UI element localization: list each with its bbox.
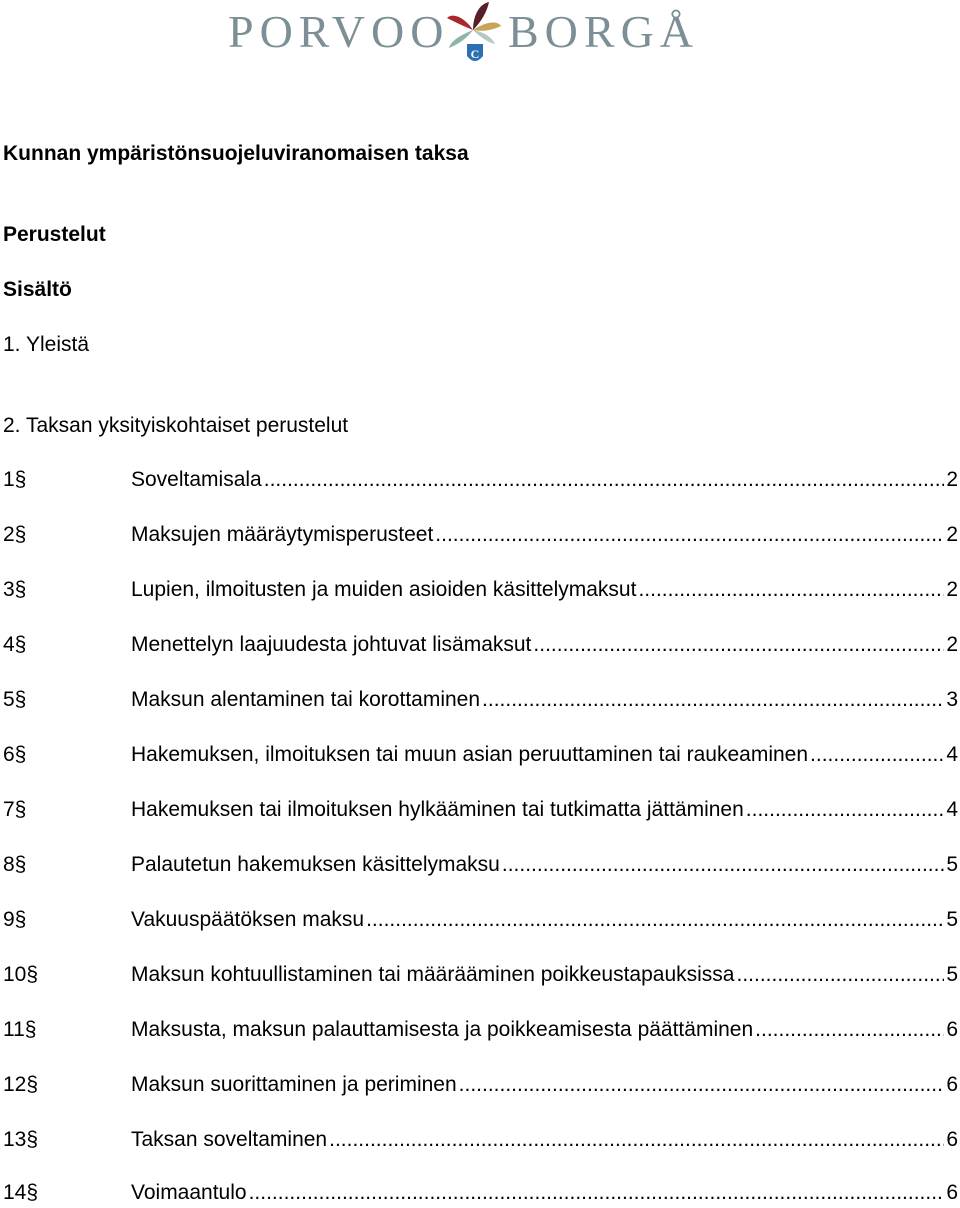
- toc-entry-title: Voimaantulo: [131, 1181, 247, 1204]
- toc-page-number: 6: [946, 1128, 958, 1151]
- toc-page-number: 6: [946, 1073, 958, 1096]
- toc-page-number: 3: [946, 688, 958, 711]
- toc-leader-dots: [329, 1127, 944, 1153]
- porvoo-borga-logo: [228, 0, 700, 70]
- toc-leader-dots: [249, 1180, 945, 1206]
- toc-entry-title: Maksusta, maksun palauttamisesta ja poikkeamisesta päättäminen: [131, 1018, 754, 1041]
- toc-entry-title: Menettelyn laajuudesta johtuvat lisämaksut: [131, 633, 532, 656]
- toc-page-number: 6: [946, 1018, 958, 1041]
- toc-entry-title: Soveltamisala: [131, 468, 262, 491]
- toc-entry-13[interactable]: [3, 1127, 958, 1153]
- contents-heading: Sisältö: [3, 278, 72, 301]
- toc-entry-8[interactable]: [3, 852, 958, 878]
- toc-section-number: 3§: [3, 578, 27, 601]
- toc-entry-title: Hakemuksen, ilmoituksen tai muun asian peruuttaminen tai raukeaminen: [131, 743, 809, 766]
- toc-section-number: 7§: [3, 798, 27, 821]
- toc-entry-10[interactable]: [3, 962, 958, 988]
- toc-entry-4[interactable]: [3, 632, 958, 658]
- toc-entry-title: Lupien, ilmoitusten ja muiden asioiden käsittelymaksut: [131, 578, 637, 601]
- toc-entry-title: Maksun alentaminen tai korottaminen: [131, 688, 481, 711]
- toc-section-number: 14§: [3, 1181, 39, 1204]
- toc-entry-title: Taksan soveltaminen: [131, 1128, 328, 1151]
- toc-page-number: 2: [946, 578, 958, 601]
- toc-page-number: 2: [946, 523, 958, 546]
- toc-entry-11[interactable]: [3, 1017, 958, 1043]
- document-title: Kunnan ympäristönsuojeluviranomaisen taksa: [3, 142, 469, 165]
- toc-section-number: 10§: [3, 963, 39, 986]
- toc-page-number: 2: [946, 633, 958, 656]
- toc-section-number: 11§: [3, 1018, 37, 1041]
- toc-entry-title: Vakuuspäätöksen maksu: [131, 908, 365, 931]
- document-subtitle: Perustelut: [3, 223, 106, 246]
- toc-page-number: 2: [946, 468, 958, 491]
- toc-leader-dots: [533, 632, 944, 658]
- logo-word-porvoo: PORVOO: [228, 6, 450, 57]
- section-heading-detailed: 2. Taksan yksityiskohtaiset perustelut: [3, 414, 349, 437]
- toc-leader-dots: [482, 687, 944, 713]
- toc-entry-2[interactable]: [3, 522, 958, 548]
- toc-entry-14[interactable]: [3, 1180, 958, 1206]
- toc-section-number: 9§: [3, 908, 27, 931]
- toc-leader-dots: [810, 742, 944, 768]
- toc-entry-title: Hakemuksen tai ilmoituksen hylkääminen tai tutkimatta jättäminen: [131, 798, 744, 821]
- toc-leader-dots: [459, 1072, 945, 1098]
- toc-section-number: 1§: [3, 468, 27, 491]
- toc-leader-dots: [366, 907, 944, 933]
- toc-section-number: 5§: [3, 688, 27, 711]
- toc-entry-title: Maksun suorittaminen ja periminen: [131, 1073, 457, 1096]
- toc-entry-3[interactable]: [3, 577, 958, 603]
- toc-page-number: 4: [946, 743, 958, 766]
- toc-leader-dots: [435, 522, 944, 548]
- logo-emblem-icon: [443, 0, 503, 68]
- toc-section-number: 12§: [3, 1073, 39, 1096]
- toc-leader-dots: [736, 962, 944, 988]
- toc-leader-dots: [755, 1017, 944, 1043]
- toc-entry-6[interactable]: [3, 742, 958, 768]
- toc-leader-dots: [746, 797, 945, 823]
- toc-section-number: 13§: [3, 1128, 39, 1151]
- toc-entry-title: Palautetun hakemuksen käsittelymaksu: [131, 853, 500, 876]
- toc-section-number: 4§: [3, 633, 27, 656]
- svg-text:C: C: [470, 47, 480, 61]
- toc-entry-9[interactable]: [3, 907, 958, 933]
- toc-entry-1[interactable]: [3, 467, 958, 493]
- toc-page-number: 5: [946, 908, 958, 931]
- toc-page-number: 5: [946, 963, 958, 986]
- toc-section-number: 8§: [3, 853, 27, 876]
- toc-entry-7[interactable]: [3, 797, 958, 823]
- logo-word-borga: BORGÅ: [508, 6, 700, 57]
- toc-section-number: 6§: [3, 743, 27, 766]
- section-heading-general: 1. Yleistä: [3, 333, 89, 356]
- toc-entry-title: Maksujen määräytymisperusteet: [131, 523, 434, 546]
- toc-leader-dots: [264, 467, 945, 493]
- toc-entry-title: Maksun kohtuullistaminen tai määrääminen poikkeustapauksissa: [131, 963, 735, 986]
- toc-section-number: 2§: [3, 523, 27, 546]
- toc-page-number: 6: [946, 1181, 958, 1204]
- toc-leader-dots: [502, 852, 944, 878]
- toc-page-number: 4: [946, 798, 958, 821]
- toc-leader-dots: [638, 577, 944, 603]
- toc-page-number: 5: [946, 853, 958, 876]
- toc-entry-12[interactable]: [3, 1072, 958, 1098]
- toc-entry-5[interactable]: [3, 687, 958, 713]
